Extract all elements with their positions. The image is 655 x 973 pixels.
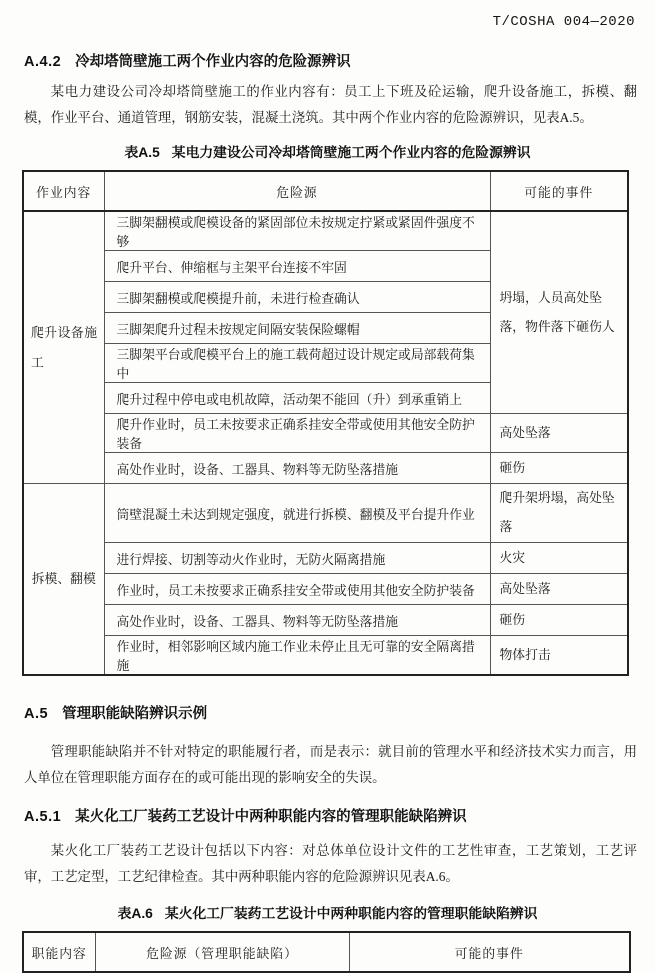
- table-row: [23, 453, 628, 484]
- table-caption-title: 某火化工厂装药工艺设计中两种职能内容的管理职能缺陷辨识: [164, 906, 538, 921]
- table-a5-header: [23, 171, 628, 211]
- table-header-row: [23, 932, 630, 972]
- paragraph-a5: 管理职能缺陷并不针对特定的职能履行者，而是表示：就目前的管理水平和经济技术实力而言，用人单位在管理职能方面存在的或可能出现的影响安全的失误。: [24, 744, 637, 785]
- table-row: [23, 605, 628, 636]
- cell-hazard: 进行焊接、切割等动火作业时，无防火隔离措施: [104, 543, 490, 574]
- cell-activity: 爬升设备施工: [23, 211, 104, 484]
- table-a5-caption: [0, 141, 655, 161]
- section-heading-a42: [24, 50, 637, 71]
- section-title: 管理职能缺陷辨识示例: [62, 706, 208, 722]
- cell-hazard: 高处作业时，设备、工器具、物料等无防坠落措施: [104, 453, 490, 484]
- cell-event: 砸伤: [490, 453, 628, 484]
- cell-hazard: 作业时，相邻影响区域内施工作业未停止且无可靠的安全隔离措施: [104, 636, 490, 676]
- cell-hazard: 爬升过程中停电或电机故障，活动架不能回（升）到承重销上: [104, 383, 490, 414]
- cell-hazard: 爬升平台、伸缩框与主架平台连接不牢固: [104, 251, 490, 282]
- section-heading-a51: [24, 805, 637, 826]
- table-row: [23, 414, 628, 453]
- column-header-activity: 作业内容: [23, 171, 104, 211]
- cell-hazard: 作业时，员工未按要求正确系挂安全带或使用其他安全防护装备: [104, 574, 490, 605]
- table-caption-number: 表A.5: [124, 145, 160, 160]
- cell-hazard: 高处作业时，设备、工器具、物料等无防坠落措施: [104, 605, 490, 636]
- table-row: [23, 211, 628, 251]
- standard-doc-code: T/COSHA 004—2020: [492, 14, 635, 30]
- table-a6-header: [23, 932, 630, 972]
- section-number: A.5.1: [24, 809, 62, 825]
- cell-event: 坍塌，人员高处坠落，物件落下砸伤人: [490, 211, 628, 414]
- column-header-event: 可能的事件: [349, 932, 630, 972]
- section-heading-a5: [24, 702, 637, 723]
- cell-hazard: 三脚架翻模或爬模提升前，未进行检查确认: [104, 282, 490, 313]
- cell-event: 火灾: [490, 543, 628, 574]
- table-row: [23, 574, 628, 605]
- table-row: [23, 484, 628, 543]
- cell-event: 砸伤: [490, 605, 628, 636]
- table-a6-caption: [0, 902, 655, 922]
- cell-event: 高处坠落: [490, 574, 628, 605]
- cell-hazard: 筒壁混凝土未达到规定强度，就进行拆模、翻模及平台提升作业: [104, 484, 490, 543]
- section-title: 冷却塔筒壁施工两个作业内容的危险源辨识: [75, 54, 351, 70]
- column-header-event: 可能的事件: [490, 171, 628, 211]
- table-a5: [22, 170, 629, 676]
- cell-hazard: 三脚架翻模或爬模设备的紧固部位未按规定拧紧或紧固件强度不够: [104, 211, 490, 251]
- section-title: 某火化工厂装药工艺设计中两种职能内容的管理职能缺陷辨识: [75, 809, 467, 825]
- cell-event: 爬升架坍塌，高处坠落: [490, 484, 628, 543]
- paragraph-a42: 某电力建设公司冷却塔筒壁施工的作业内容有：员工上下班及砼运输，爬升设备施工，拆模、翻模，作业平台、通道管理，钢筋安装，混凝土浇筑。其中两个作业内容的危险源辨识，见表A.5。: [24, 84, 637, 125]
- section-number: A.5: [24, 706, 49, 722]
- cell-hazard: 三脚架爬升过程未按规定间隔安装保险螺帽: [104, 313, 490, 344]
- table-row: [23, 636, 628, 676]
- cell-hazard: 爬升作业时，员工未按要求正确系挂安全带或使用其他安全防护装备: [104, 414, 490, 453]
- column-header-function: 职能内容: [23, 932, 95, 972]
- column-header-hazard: 危险源: [104, 171, 490, 211]
- paragraph-a51: 某火化工厂装药工艺设计包括以下内容：对总体单位设计文件的工艺性审查，工艺策划，工艺评审，工艺定型，工艺纪律检查。其中两种职能内容的危险源辨识见表A.6。: [24, 843, 637, 884]
- cell-event: 高处坠落: [490, 414, 628, 453]
- section-number: A.4.2: [24, 54, 62, 70]
- table-header-row: [23, 171, 628, 211]
- cell-event: 物体打击: [490, 636, 628, 676]
- cell-activity: 拆模、翻模: [23, 484, 104, 676]
- table-a5-body: [23, 211, 628, 675]
- cell-hazard: 三脚架平台或爬模平台上的施工载荷超过设计规定或局部载荷集中: [104, 344, 490, 383]
- table-caption-title: 某电力建设公司冷却塔筒壁施工两个作业内容的危险源辨识: [171, 145, 531, 160]
- table-a6: [22, 931, 631, 973]
- table-caption-number: 表A.6: [117, 906, 153, 921]
- column-header-hazard: 危险源（管理职能缺陷）: [95, 932, 349, 972]
- table-row: [23, 543, 628, 574]
